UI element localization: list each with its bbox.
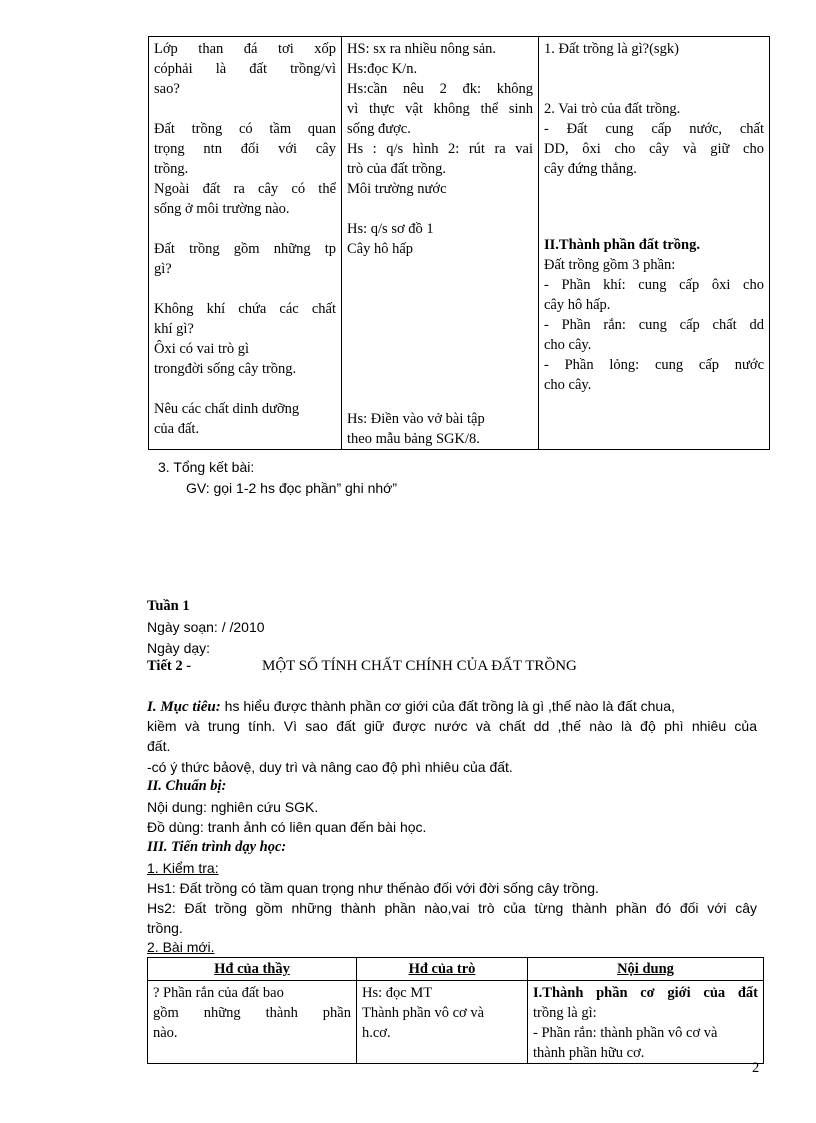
header-student: Hđ của trò <box>408 961 476 977</box>
cell-line: Hs : q/s hình 2: rút ra vai <box>347 141 533 157</box>
cell-line: - Phần rắn: thành phần vô cơ và <box>533 1025 718 1041</box>
cell-line: cây hô hấp. <box>544 297 611 313</box>
cell-line: trồng. <box>154 161 189 177</box>
table-row <box>149 37 770 450</box>
cell-line: sống ở môi trường nào. <box>154 201 290 217</box>
week-label: Tuần 1 <box>147 598 190 614</box>
cell-line: - Đất cung cấp nước, chất <box>544 121 764 137</box>
cell-line: Thành phần vô cơ và <box>362 1005 485 1021</box>
section-heading: II.Thành phần đất trồng. <box>544 237 700 253</box>
section-heading: I.Thành phần cơ giới của đất <box>533 985 758 1001</box>
header-cell <box>528 958 764 981</box>
student-activity-cell <box>342 37 539 450</box>
cell-line: 2. Vai trò của đất trồng. <box>544 101 681 117</box>
lesson-table-1 <box>148 36 770 450</box>
student-activity-cell <box>357 981 528 1064</box>
teacher-questions-cell <box>149 37 342 450</box>
cell-line: Cây hô hấp <box>347 241 414 257</box>
header-cell <box>357 958 528 981</box>
cell-line: trọng ntn đối với cây <box>154 141 336 157</box>
cell-line: vì thực vật không thể sinh <box>347 101 533 117</box>
period-label: Tiết 2 - <box>147 658 192 674</box>
cell-line: Hs:đọc K/n. <box>347 61 418 77</box>
cell-line: Môi trường nước <box>347 181 447 197</box>
cell-line: theo mẫu bảng SGK/8. <box>347 431 480 447</box>
header-content: Nội dung <box>617 961 674 977</box>
cell-line: cho cây. <box>544 377 592 393</box>
prep-tools: Đồ dùng: tranh ảnh có liên quan đến bài học. <box>147 819 427 835</box>
cell-line: h.cơ. <box>362 1025 391 1041</box>
summary-line: GV: gọi 1-2 hs đọc phần” ghi nhớ” <box>186 480 398 496</box>
cell-line: Ngoài đất ra cây có thể <box>154 181 336 197</box>
objectives-line <box>147 696 757 717</box>
lesson-table-2 <box>147 957 764 1064</box>
cell-line: Ôxi có vai trò gì <box>154 341 250 357</box>
cell-line: trongđời sống cây trồng. <box>154 361 297 377</box>
cell-line: Hs:cần nêu 2 đk: không <box>347 81 533 97</box>
cell-line: Hs: q/s sơ đồ 1 <box>347 221 434 237</box>
cell-line: 1. Đất trồng là gì?(sgk) <box>544 41 679 57</box>
cell-line: Không khí chứa các chất <box>154 301 336 317</box>
table-header-row <box>148 958 764 981</box>
cell-line: Hs: Điền vào vở bài tập <box>347 411 485 427</box>
cell-line: - Phần rắn: cung cấp chất dd <box>544 317 764 333</box>
check-label: 1. Kiểm tra: <box>147 860 219 876</box>
cell-line: Đất trồng gồm 3 phần: <box>544 257 676 273</box>
content-cell <box>528 981 764 1064</box>
cell-line: khí gì? <box>154 321 194 337</box>
prep-content: Nội dung: nghiên cứu SGK. <box>147 799 319 815</box>
cell-line: Nêu các chất dinh dưỡng <box>154 401 300 417</box>
objectives-text-2: kiềm và trung tính. Vì sao đất giữ được nước và chất dd ,thế nào là độ phì nhiêu của <box>147 718 757 734</box>
header-cell <box>148 958 357 981</box>
objectives-text-3: đất. <box>147 738 171 754</box>
prep-date: Ngày soạn: / /2010 <box>147 619 265 635</box>
summary-heading: 3. Tổng kết bài: <box>158 459 255 475</box>
cell-line: ? Phần rắn của đất bao <box>153 985 284 1001</box>
cell-line: - Phần lỏng: cung cấp nước <box>544 357 764 373</box>
cell-line: Hs: đọc MT <box>362 985 433 1001</box>
cell-line: HS: sx ra nhiều nông sản. <box>347 41 497 57</box>
content-cell <box>539 37 770 450</box>
cell-line: nào. <box>153 1025 178 1041</box>
process-label: III. Tiến trình dạy học: <box>147 839 287 855</box>
cell-line: cây đứng thẳng. <box>544 161 637 177</box>
cell-line: thành phần hữu cơ. <box>533 1045 645 1061</box>
cell-line: DD, ôxi cho cây và giữ cho <box>544 141 764 157</box>
cell-line: sao? <box>154 81 180 97</box>
teach-date: Ngày dạy: <box>147 640 211 656</box>
cell-line: Lớp than đá tơi xốp <box>154 41 336 57</box>
check-question-2: Hs2: Đất trồng gồm những thành phần nào,vai trò của từng thành phần đó đối với cây <box>147 900 757 916</box>
check-question-1: Hs1: Đất trồng có tầm quan trọng như thếnào đối với đời sống cây trồng. <box>147 880 599 896</box>
lesson-title: MỘT SỐ TÍNH CHẤT CHÍNH CỦA ĐẤT TRỒNG <box>262 658 577 674</box>
new-lesson-label: 2. Bài mới. <box>147 939 215 955</box>
cell-line: gì? <box>154 261 172 277</box>
cell-line: cho cây. <box>544 337 592 353</box>
objectives-text: hs hiểu được thành phần cơ giới của đất trồng là gì ,thế nào là đất chua, <box>220 698 675 714</box>
cell-line: Đất trồng gồm những tp <box>154 241 336 257</box>
check-question-2-cont: trồng. <box>147 920 183 936</box>
cell-line: - Phần khí: cung cấp ôxi cho <box>544 277 764 293</box>
cell-line: Đất trồng có tầm quan <box>154 121 336 137</box>
cell-line: gồm những thành phần <box>153 1005 351 1021</box>
cell-line: trồng là gì: <box>533 1005 597 1021</box>
objectives-label: I. Mục tiêu: <box>147 699 221 715</box>
cell-line: trò của đất trồng. <box>347 161 447 177</box>
header-teacher: Hđ của thầy <box>214 961 290 977</box>
page-number: 2 <box>752 1060 760 1076</box>
prep-label: II. Chuẩn bị: <box>147 778 227 794</box>
cell-line: sống được. <box>347 121 411 137</box>
cell-line: của đất. <box>154 421 200 437</box>
table-row <box>148 981 764 1064</box>
objectives-text-4: -có ý thức bảovệ, duy trì và nâng cao độ phì nhiêu của đất. <box>147 759 513 775</box>
cell-line: cóphải là đất trồng/vì <box>154 61 336 77</box>
teacher-activity-cell <box>148 981 357 1064</box>
